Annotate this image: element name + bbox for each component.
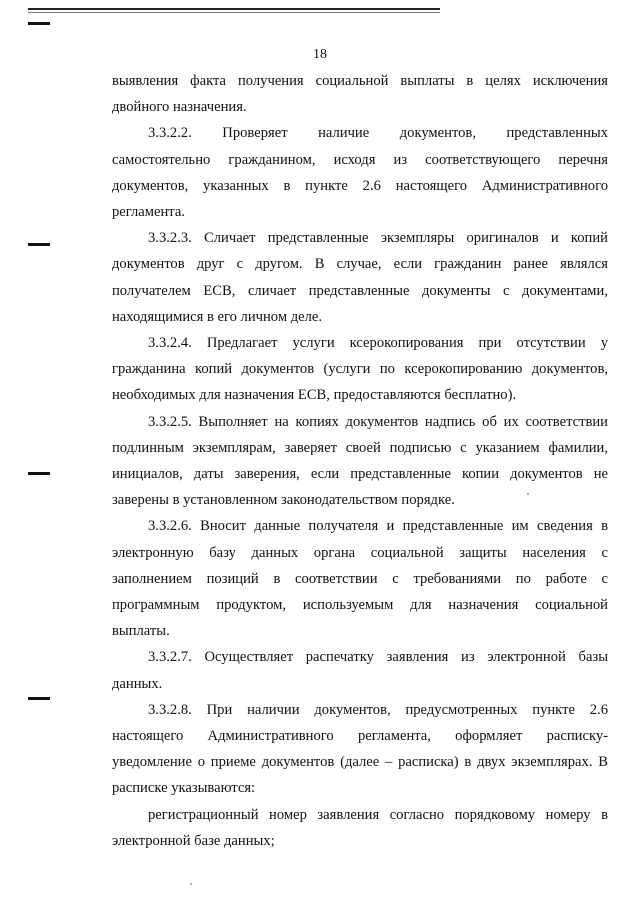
paragraph-3-3-2-4: 3.3.2.4. Предлагает услуги ксерокопирования при отсутствии у <box>148 335 608 352</box>
paragraph-3-3-2-6: программным продуктом, используемым для назначения социальной <box>112 597 608 614</box>
paragraph-3-3-2-3: находящимися в его личном деле. <box>112 308 323 325</box>
paragraph-3-3-2-6: выплаты. <box>112 623 170 640</box>
binding-mark <box>28 697 50 700</box>
paragraph-3-3-2-2: 3.3.2.2. Проверяет наличие документов, представленных <box>148 125 608 142</box>
paragraph-3-3-2-8: 3.3.2.8. При наличии документов, предусмотренных пункте 2.6 <box>148 701 608 718</box>
paragraph-3-3-2-3: 3.3.2.3. Сличает представленные экземпляры оригиналов и копий <box>148 230 608 247</box>
paragraph-registration-number: электронной базе данных; <box>112 832 275 849</box>
paragraph-3-3-2-7: 3.3.2.7. Осуществляет распечатку заявления из электронной базы <box>148 649 608 666</box>
paragraph-continuation: выявления факта получения социальной выплаты в целях исключения <box>112 73 608 89</box>
paragraph-continuation: двойного назначения. <box>112 99 247 116</box>
binding-mark <box>28 243 50 246</box>
paragraph-3-3-2-2: документов, указанных в пункте 2.6 настоящего Административного <box>112 177 608 194</box>
paragraph-3-3-2-2: регламента. <box>112 204 185 221</box>
paragraph-3-3-2-3: получателем ЕСВ, сличает представленные документы с документами, <box>112 282 608 299</box>
paragraph-3-3-2-8: уведомление о приеме документов (далее – расписка) в двух экземплярах. В <box>112 754 608 771</box>
paragraph-3-3-2-4: гражданина копий документов (услуги по ксерокопированию документов, <box>112 361 608 378</box>
scan-speck <box>190 883 192 885</box>
paragraph-3-3-2-2: самостоятельно гражданином, исходя из соответствующего перечня <box>112 151 608 168</box>
top-border-line-thin <box>28 12 440 13</box>
paragraph-3-3-2-6: 3.3.2.6. Вносит данные получателя и представленные им сведения в <box>148 518 608 535</box>
paragraph-3-3-2-5: заверены в установленном законодательством порядке. <box>112 492 455 509</box>
top-border-line <box>28 8 440 10</box>
paragraph-3-3-2-5: подлинным экземплярам, заверяет своей подписью с указанием фамилии, <box>112 439 608 456</box>
document-body <box>112 68 608 854</box>
binding-mark <box>28 22 50 25</box>
paragraph-3-3-2-5: инициалов, даты заверения, если представленные копии документов не <box>112 466 608 483</box>
paragraph-3-3-2-4: необходимых для назначения ЕСВ, предоставляются бесплатно). <box>112 387 517 404</box>
paragraph-3-3-2-5: 3.3.2.5. Выполняет на копиях документов надпись об их соответствии <box>148 413 608 430</box>
paragraph-registration-number: регистрационный номер заявления согласно порядковому номеру в <box>148 806 608 823</box>
paragraph-3-3-2-3: документов друг с другом. В случае, если гражданин ранее являлся <box>112 256 608 273</box>
paragraph-3-3-2-8: расписке указываются: <box>112 780 256 797</box>
paragraph-3-3-2-6: электронную базу данных органа социальной защиты населения с <box>112 544 608 561</box>
page-number: 18 <box>313 47 327 62</box>
binding-mark <box>28 472 50 475</box>
paragraph-3-3-2-6: заполнением позиций в соответствии с требованиями по работе с <box>112 570 608 587</box>
paragraph-3-3-2-7: данных. <box>112 675 163 692</box>
paragraph-3-3-2-8: настоящего Административного регламента, оформляет расписку- <box>112 728 608 745</box>
